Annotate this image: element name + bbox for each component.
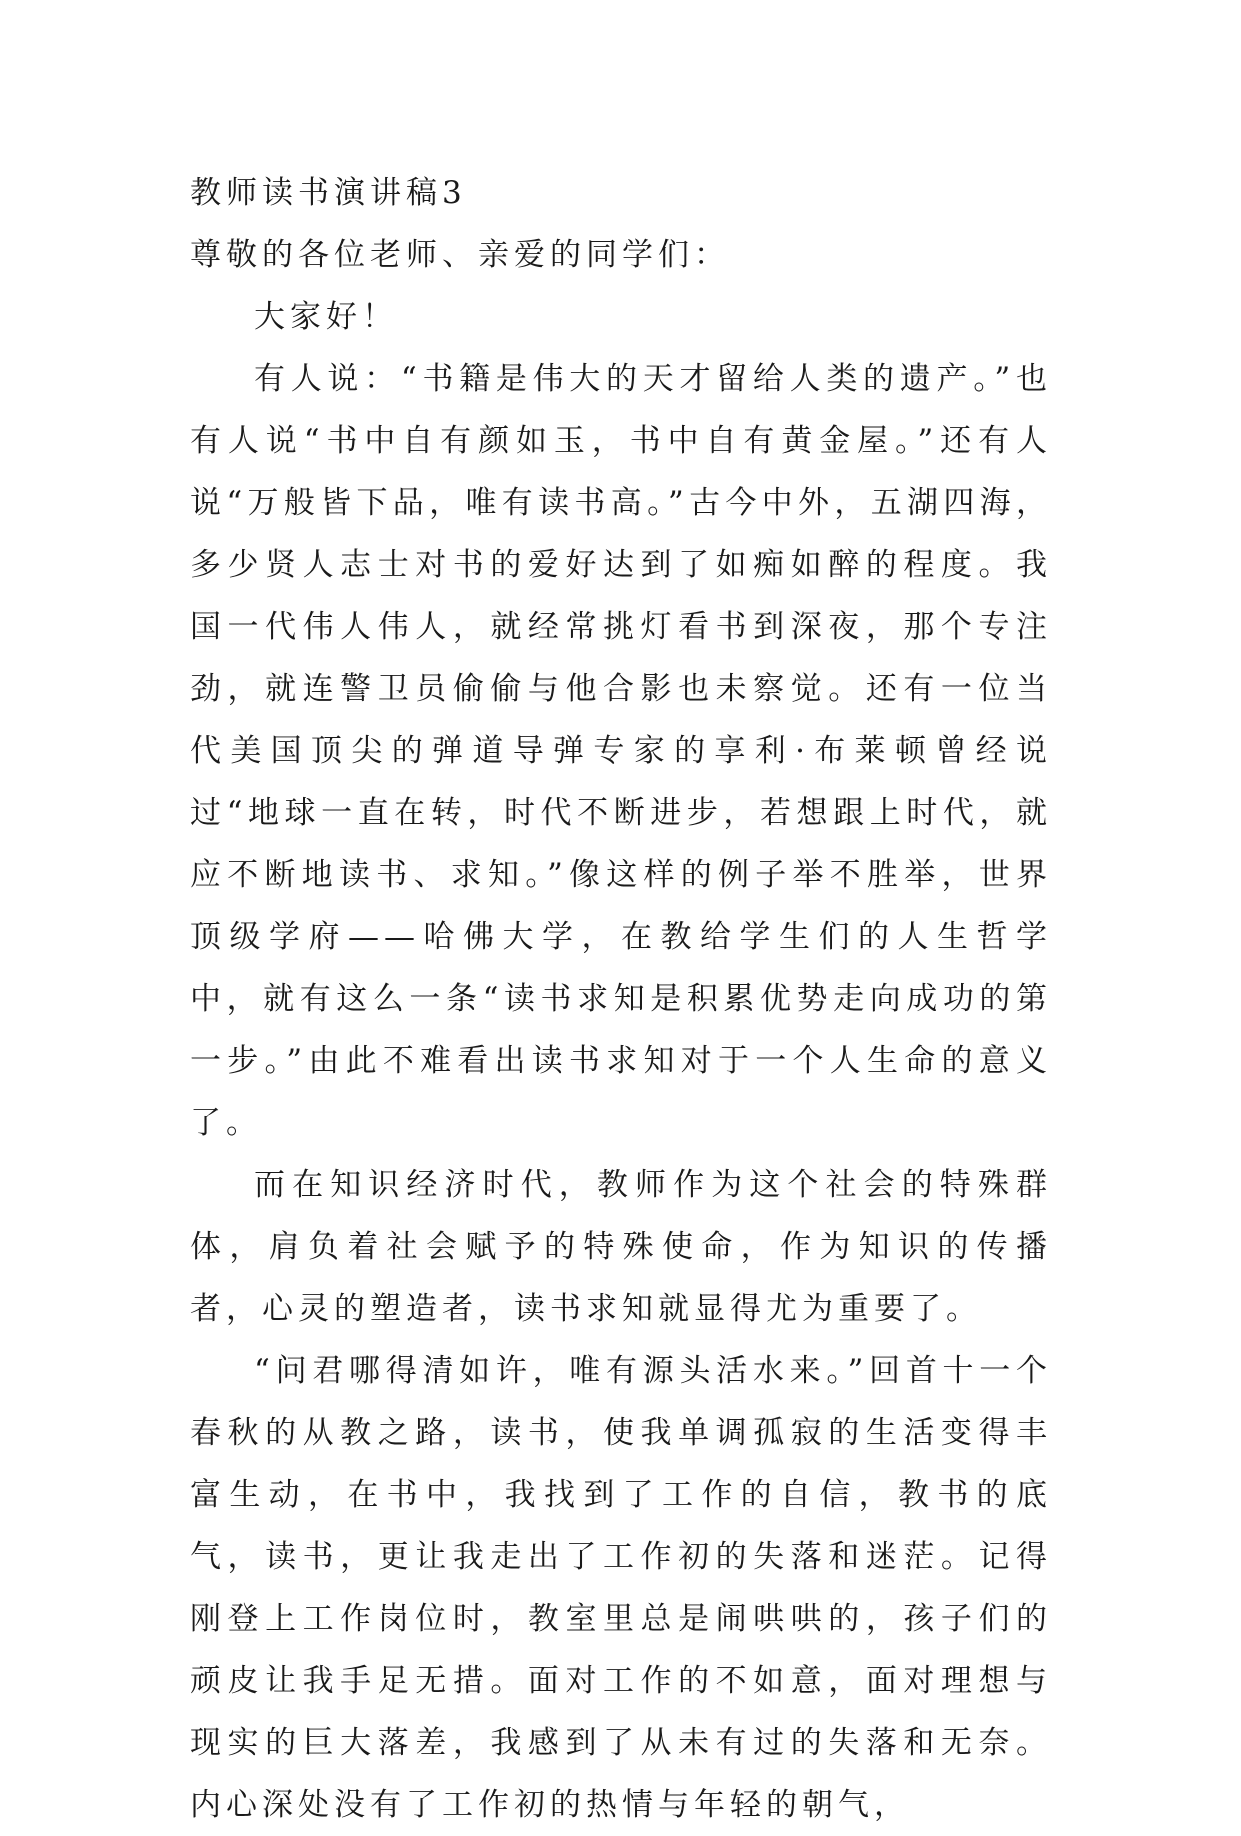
paragraph: 有人说：“书籍是伟大的天才留给人类的遗产。”也有人说“书中自有颜如玉，书中自有黄金屋。”还有人说“万般皆下品，唯有读书高。”古今中外，五湖四海，多少贤人志士对书的爱好达到了如痴如醉的程度。我国一代伟人伟人，就经常挑灯看书到深夜，那个专注劲，就连警卫员偷偷与他合影也未察觉。还有一位当代美国顶尖的弹道导弹专家的享利·布莱顿曾经说过“地球一直在转，时代不断进步，若想跟上时代，就应不断地读书、求知。”像这样的例子举不胜举，世界顶级学府——哈佛大学，在教给学生们的人生哲学中，就有这么一条“读书求知是积累优势走向成功的第一步。”由此不难看出读书求知对于一个人生命的意义了。	[190, 361, 1052, 1141]
greeting: 大家好！	[254, 299, 398, 335]
salutation: 尊敬的各位老师、亲爱的同学们：	[190, 237, 730, 273]
paragraph: 而在知识经济时代，教师作为这个社会的特殊群体，肩负着社会赋予的特殊使命，作为知识的传播者，心灵的塑造者，读书求知就显得尤为重要了。	[190, 1167, 1052, 1327]
document-body	[190, 162, 1052, 1836]
paragraph: “问君哪得清如许，唯有源头活水来。”回首十一个春秋的从教之路，读书，使我单调孤寂的生活变得丰富生动，在书中，我找到了工作的自信，教书的底气，读书，更让我走出了工作初的失落和迷茫。记得刚登上工作岗位时，教室里总是闹哄哄的，孩子们的顽皮让我手足无措。面对工作的不如意，面对理想与现实的巨大落差，我感到了从未有过的失落和无奈。内心深处没有了工作初的热情与年轻的朝气，	[190, 1353, 1052, 1823]
document-title: 教师读书演讲稿3	[190, 175, 467, 211]
